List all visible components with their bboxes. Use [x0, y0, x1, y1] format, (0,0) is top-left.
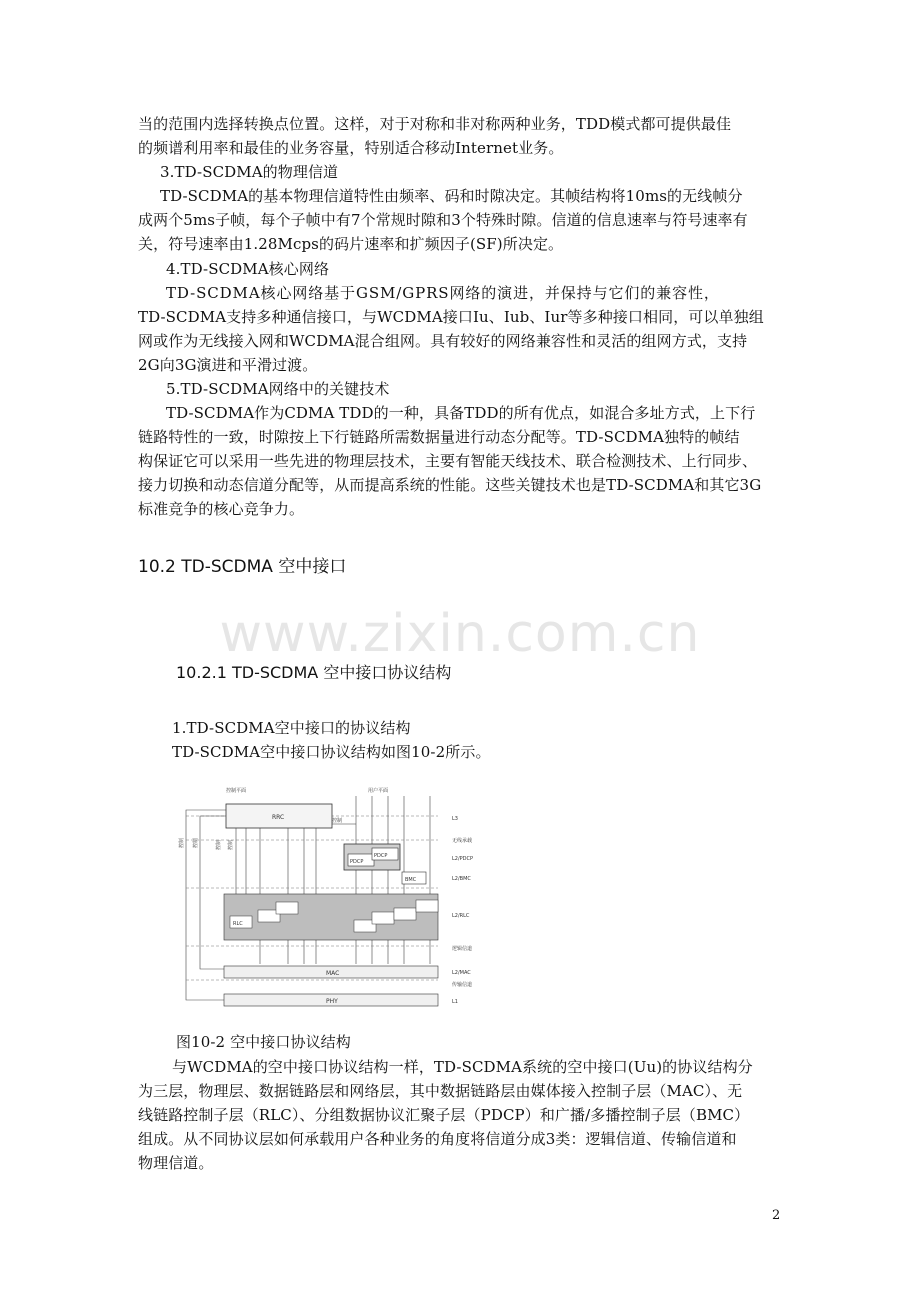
subsection-title: 10.2.1 TD-SCDMA 空中接口协议结构	[176, 663, 452, 682]
body-line: 线链路控制子层（RLC）、分组数据协议汇聚子层（PDCP）和广播/多播控制子层（BMC）	[138, 1106, 750, 1124]
l2-rlc-label: L2/RLC	[452, 913, 470, 919]
l2-bmc-label: L2/BMC	[452, 876, 471, 882]
body-line: 为三层，物理层、数据链路层和网络层，其中数据链路层由媒体接入控制子层（MAC）、无	[138, 1082, 743, 1100]
body-line: 与WCDMA的空中接口协议结构一样，TD-SCDMA系统的空中接口(Uu)的协议结构分	[172, 1058, 753, 1076]
control-label: 控制	[332, 818, 343, 824]
body-line: 2G向3G演进和平滑过渡。	[138, 356, 318, 374]
transport-channel-label: 传输信道	[452, 982, 473, 988]
body-line: 链路特性的一致，时隙按上下行链路所需数据量进行动态分配等。TD-SCDMA独特的帧结	[138, 428, 740, 446]
body-line: 组成。从不同协议层如何承载用户各种业务的角度将信道分成3类：逻辑信道、传输信道和	[138, 1130, 737, 1148]
l1-label: L1	[452, 999, 458, 1005]
body-line: TD-SCDMA空中接口协议结构如图10-2所示。	[172, 743, 491, 761]
body-line: 网或作为无线接入网和WCDMA混合组网。具有较好的网络兼容性和灵活的组网方式，支持	[138, 332, 748, 350]
logical-channel-label: 逻辑信道	[452, 946, 473, 952]
body-line: TD-SCDMA的基本物理信道特性由频率、码和时隙决定。其帧结构将10ms的无线帧分	[160, 187, 743, 205]
body-line: 4.TD-SCDMA核心网络	[166, 260, 330, 278]
body-line: 1.TD-SCDMA空中接口的协议结构	[172, 719, 411, 737]
page-number: 2	[772, 1208, 781, 1223]
section-title: 10.2 TD-SCDMA 空中接口	[138, 557, 347, 577]
rrc-label: RRC	[272, 814, 285, 821]
pdcp-label-1: PDCP	[350, 859, 364, 865]
bmc-label: BMC	[405, 877, 417, 883]
l3-label: L3	[452, 816, 458, 822]
control-vertical-3: 控制	[216, 839, 222, 850]
control-vertical-2: 控制	[193, 837, 199, 848]
l2-pdcp-label: L2/PDCP	[452, 856, 474, 862]
body-line: TD-SCDMA支持多种通信接口，与WCDMA接口Iu、Iub、Iur等多种接口相同，可以单独组	[138, 308, 764, 326]
control-plane-label: 控制平面	[226, 788, 247, 794]
radio-bearer-label: 无线承载	[452, 838, 473, 844]
body-line: 标准竞争的核心竞争力。	[138, 500, 305, 518]
rlc-label: RLC	[233, 921, 243, 927]
control-vertical-4: 控制	[228, 839, 234, 850]
protocol-structure-figure	[176, 784, 496, 1012]
user-plane-label: 用户平面	[368, 788, 389, 794]
body-line: 5.TD-SCDMA网络中的关键技术	[166, 380, 390, 398]
watermark: www.zixin.com.cn	[219, 604, 701, 664]
l2-mac-label: L2/MAC	[452, 970, 471, 976]
mac-label: MAC	[326, 970, 340, 977]
body-line: 构保证它可以采用一些先进的物理层技术，主要有智能天线技术、联合检测技术、上行同步、	[138, 452, 758, 470]
body-line: 的频谱利用率和最佳的业务容量，特别适合移动Internet业务。	[138, 139, 564, 157]
body-line: 物理信道。	[138, 1154, 214, 1172]
body-line: TD-SCDMA核心网络基于GSM/GPRS网络的演进，并保持与它们的兼容性，	[166, 284, 720, 302]
figure-caption: 图10-2 空中接口协议结构	[176, 1033, 351, 1051]
control-vertical-1: 控制	[179, 837, 185, 848]
body-line: 当的范围内选择转换点位置。这样，对于对称和非对称两种业务，TDD模式都可提供最佳	[138, 115, 732, 133]
pdcp-label-2: PDCP	[374, 853, 388, 859]
body-line: 成两个5ms子帧，每个子帧中有7个常规时隙和3个特殊时隙。信道的信息速率与符号速率有	[138, 211, 748, 229]
body-line: 3.TD-SCDMA的物理信道	[160, 163, 339, 181]
phy-label: PHY	[326, 998, 338, 1005]
body-line: 关，符号速率由1.28Mcps的码片速率和扩频因子(SF)所决定。	[138, 235, 564, 253]
body-line: TD-SCDMA作为CDMA TDD的一种，具备TDD的所有优点，如混合多址方式，上下行	[166, 404, 756, 422]
body-line: 接力切换和动态信道分配等，从而提高系统的性能。这些关键技术也是TD-SCDMA和其它3G	[138, 476, 762, 494]
